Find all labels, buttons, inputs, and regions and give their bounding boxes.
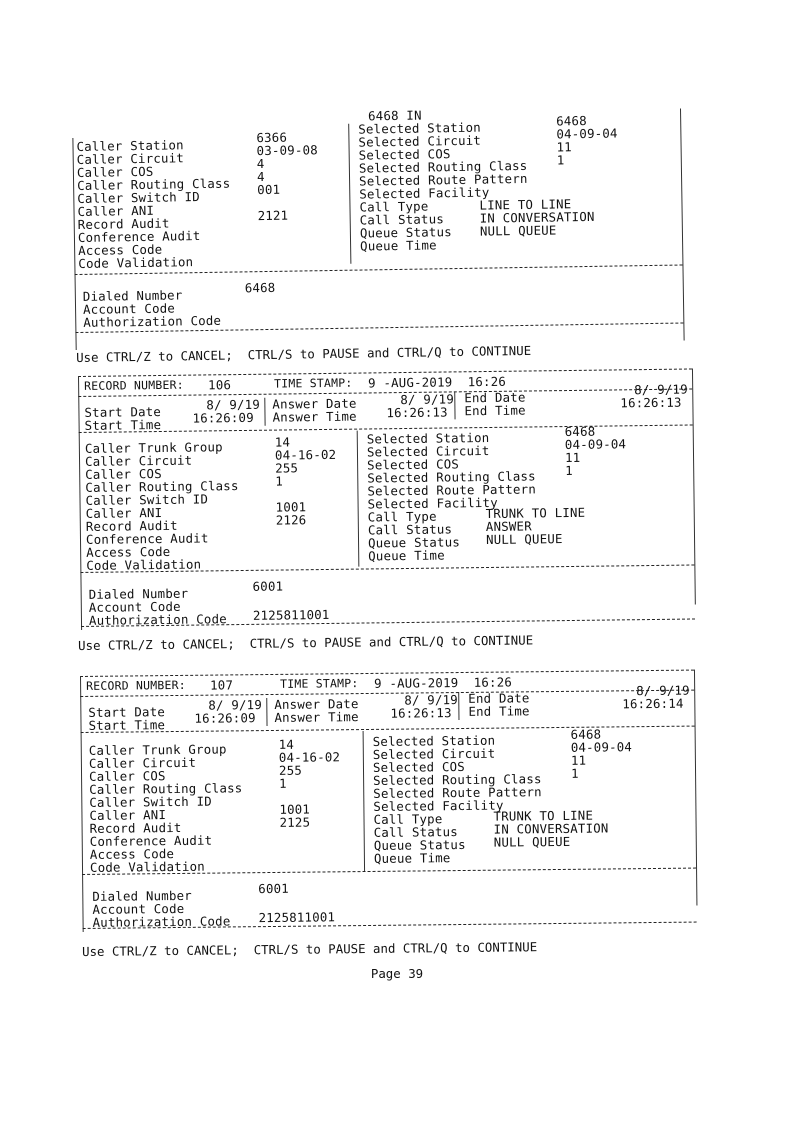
- label-selected-routing-class: Selected Routing Class: [373, 771, 542, 788]
- value-record-number: 107: [210, 677, 234, 693]
- label-end-time: End Time: [468, 703, 530, 719]
- value-end-date: 8/ 9/19: [636, 682, 690, 699]
- label-queue-status: Queue Status: [359, 224, 452, 241]
- label-selected-station: Selected Station: [366, 429, 490, 447]
- label-time-stamp: TIME STAMP:: [280, 676, 359, 691]
- label-call-status: Call Status: [373, 824, 458, 840]
- value-start-date: 8/ 9/19: [208, 697, 263, 713]
- value-selected-routing-class: 1: [570, 765, 579, 781]
- value-call-type: TRUNK TO LINE: [493, 807, 594, 824]
- column-divider: [454, 391, 455, 419]
- label-caller-circuit: Caller Circuit: [88, 754, 197, 771]
- label-record-audit: Record Audit: [85, 517, 178, 534]
- value-record-audit: 2121: [257, 207, 289, 224]
- frame-right-edge: [694, 670, 697, 906]
- label-conference-audit: Conference Audit: [77, 228, 201, 245]
- label-selected-routing-class: Selected Routing Class: [358, 157, 528, 176]
- label-account-code: Account Code: [92, 900, 185, 917]
- value-call-status: ANSWER: [485, 518, 532, 535]
- partial-call-record: [76, 104, 690, 354]
- value-caller-cos: 4: [256, 156, 265, 172]
- value-caller-switch-id: 001: [257, 181, 281, 198]
- label-caller-cos: Caller COS: [76, 163, 154, 180]
- label-selected-facility: Selected Facility: [367, 494, 498, 512]
- label-authorization-code: Authorization Code: [92, 913, 231, 930]
- label-account-code: Account Code: [88, 598, 181, 615]
- value-selected-circuit: 04-09-04: [570, 739, 633, 755]
- label-caller-routing-class: Caller Routing Class: [77, 175, 231, 193]
- frame-left-edge: [80, 676, 84, 932]
- label-code-validation: Code Validation: [86, 556, 202, 573]
- label-call-type: Call Type: [359, 198, 429, 215]
- value-caller-circuit: 03-09-08: [256, 142, 318, 159]
- value-record-audit: 2126: [275, 512, 307, 528]
- value-start-date: 8/ 9/19: [206, 396, 261, 413]
- label-selected-cos: Selected COS: [372, 758, 465, 775]
- value-time-stamp: 9 -AUG-2019 16:26: [368, 373, 507, 391]
- value-selected-cos: 11: [556, 139, 573, 155]
- label-selected-route-pattern: Selected Route Pattern: [367, 481, 537, 499]
- value-selected-station: 6468: [556, 112, 587, 129]
- label-caller-ani: Caller ANI: [85, 504, 163, 521]
- label-access-code: Access Code: [78, 241, 163, 258]
- value-caller-circuit: 04-16-02: [278, 749, 341, 765]
- value-selected-station: 6468: [564, 423, 596, 440]
- value-answer-time: 16:26:13: [390, 705, 452, 721]
- column-divider: [266, 698, 267, 726]
- label-answer-time: Answer Time: [274, 709, 359, 725]
- value-authorization-code: 2125811001: [258, 909, 336, 926]
- label-end-date: End Date: [468, 690, 530, 706]
- value-caller-ani: 1001: [279, 801, 311, 817]
- label-dialed-number: Dialed Number: [88, 585, 189, 602]
- frame-right-edge: [692, 368, 696, 604]
- value-answer-time: 16:26:13: [386, 404, 448, 421]
- label-answer-date: Answer Date: [272, 395, 357, 412]
- label-record-audit: Record Audit: [77, 215, 170, 232]
- value-caller-cos: 255: [275, 460, 299, 476]
- column-divider: [357, 431, 360, 567]
- label-caller-circuit: Caller Circuit: [84, 452, 193, 469]
- label-start-time: Start Time: [84, 416, 162, 433]
- label-caller-station: Caller Station: [76, 137, 184, 154]
- column-divider: [264, 398, 265, 426]
- value-caller-station: 6366: [256, 129, 288, 146]
- value-caller-routing-class: 1: [279, 775, 287, 791]
- value-caller-routing-class: 4: [256, 169, 265, 185]
- value-dialed-number: 6001: [258, 880, 289, 897]
- label-selected-cos: Selected COS: [358, 146, 451, 163]
- column-divider: [363, 731, 365, 871]
- value-time-stamp: 9 -AUG-2019 16:26: [374, 674, 513, 691]
- value-record-audit: 2125: [279, 814, 311, 830]
- control-instructions: Use CTRL/Z to CANCEL; CTRL/S to PAUSE and CTRL/Q to CONTINUE: [78, 632, 534, 653]
- value-call-status: IN CONVERSATION: [493, 820, 609, 837]
- label-code-validation: Code Validation: [78, 254, 194, 271]
- label-dialed-number: Dialed Number: [92, 887, 192, 904]
- value-dialed-number: 6001: [252, 578, 284, 594]
- page-number: Page 39: [370, 966, 424, 981]
- label-call-status: Call Status: [359, 211, 445, 228]
- label-conference-audit: Conference Audit: [89, 832, 213, 849]
- label-caller-cos: Caller COS: [88, 768, 166, 784]
- label-caller-circuit: Caller Circuit: [76, 150, 185, 167]
- label-code-validation: Code Validation: [89, 858, 205, 875]
- label-record-number: RECORD NUMBER:: [86, 677, 186, 693]
- label-caller-switch-id: Caller Switch ID: [85, 491, 209, 508]
- value-end-time: 16:26:14: [622, 695, 684, 712]
- label-queue-time: Queue Time: [373, 850, 451, 866]
- value-selected-cos: 11: [564, 449, 581, 466]
- value-end-time: 16:26:13: [620, 394, 682, 411]
- call-record-107: [80, 670, 699, 932]
- label-account-code: Account Code: [82, 300, 176, 317]
- label-access-code: Access Code: [89, 846, 175, 862]
- label-end-date: End Date: [464, 389, 526, 406]
- value-queue-status: NULL QUEUE: [493, 833, 571, 850]
- value-selected-routing-class: 1: [565, 462, 573, 479]
- value-selected-station: 6468: [570, 726, 602, 742]
- value-caller-trunk-group: 14: [278, 736, 295, 752]
- label-start-date: Start Date: [84, 403, 162, 420]
- label-queue-time: Queue Time: [359, 237, 437, 254]
- value-selected-circuit: 04-09-04: [564, 436, 627, 453]
- value-caller-trunk-group: 14: [274, 434, 291, 450]
- label-selected-facility: Selected Facility: [373, 797, 504, 814]
- label-call-type: Call Type: [367, 508, 437, 525]
- label-selected-circuit: Selected Circuit: [366, 442, 490, 460]
- label-caller-cos: Caller COS: [85, 465, 162, 482]
- value-call-type: LINE TO LINE: [479, 196, 572, 213]
- value-call-type: TRUNK TO LINE: [485, 504, 586, 522]
- label-answer-time: Answer Time: [272, 408, 357, 425]
- label-caller-routing-class: Caller Routing Class: [89, 780, 243, 797]
- label-caller-routing-class: Caller Routing Class: [85, 478, 239, 495]
- value-call-status: IN CONVERSATION: [479, 208, 595, 226]
- value-caller-routing-class: 1: [275, 473, 284, 489]
- value-queue-status: NULL QUEUE: [479, 222, 557, 239]
- value-caller-ani: 1001: [275, 499, 307, 515]
- label-selected-cos: Selected COS: [367, 456, 460, 473]
- label-authorization-code: Authorization Code: [83, 312, 222, 330]
- label-start-date: Start Date: [88, 704, 166, 720]
- label-call-type: Call Type: [373, 811, 443, 827]
- label-record-number: RECORD NUMBER:: [84, 377, 184, 393]
- control-instructions: Use CTRL/Z to CANCEL; CTRL/S to PAUSE and CTRL/Q to CONTINUE: [76, 342, 532, 365]
- separator-line: [81, 726, 695, 733]
- label-answer-date: Answer Date: [274, 696, 359, 712]
- value-answer-date: 8/ 9/19: [404, 692, 458, 708]
- control-instructions: Use CTRL/Z to CANCEL; CTRL/S to PAUSE and CTRL/Q to CONTINUE: [82, 939, 538, 959]
- label-selected-circuit: Selected Circuit: [372, 745, 496, 762]
- partial-top-line: 6468 IN: [367, 107, 422, 124]
- label-selected-route-pattern: Selected Route Pattern: [358, 170, 528, 189]
- value-start-time: 16:26:09: [194, 710, 256, 726]
- column-divider: [458, 692, 459, 720]
- label-end-time: End Time: [464, 402, 526, 419]
- label-start-time: Start Time: [88, 717, 166, 733]
- label-selected-route-pattern: Selected Route Pattern: [373, 784, 542, 801]
- label-caller-ani: Caller ANI: [77, 202, 155, 219]
- label-caller-trunk-group: Caller Trunk Group: [84, 439, 223, 456]
- label-caller-switch-id: Caller Switch ID: [89, 793, 212, 810]
- value-end-date: 8/ 9/19: [634, 381, 688, 398]
- value-record-number: 106: [208, 377, 232, 393]
- frame-right-edge: [680, 108, 685, 340]
- value-authorization-code: 2125811001: [252, 606, 330, 623]
- label-selected-routing-class: Selected Routing Class: [367, 468, 536, 486]
- label-selected-facility: Selected Facility: [359, 184, 490, 202]
- value-selected-routing-class: 1: [556, 152, 565, 168]
- frame-left-edge: [78, 376, 82, 630]
- label-queue-status: Queue Status: [373, 836, 466, 853]
- value-queue-status: NULL QUEUE: [485, 531, 563, 548]
- value-selected-circuit: 04-09-04: [556, 125, 618, 142]
- label-call-status: Call Status: [367, 521, 453, 538]
- value-answer-date: 8/ 9/19: [400, 391, 455, 408]
- column-divider: [348, 124, 351, 264]
- label-selected-station: Selected Station: [358, 119, 481, 137]
- label-dialed-number: Dialed Number: [82, 287, 183, 304]
- label-authorization-code: Authorization Code: [88, 611, 227, 628]
- label-caller-trunk-group: Caller Trunk Group: [88, 741, 227, 758]
- value-selected-cos: 11: [570, 752, 587, 768]
- value-caller-cos: 255: [278, 762, 303, 778]
- label-conference-audit: Conference Audit: [85, 530, 209, 547]
- value-dialed-number: 6468: [244, 279, 276, 296]
- call-record-106: [78, 368, 697, 630]
- label-caller-ani: Caller ANI: [89, 807, 167, 823]
- label-queue-status: Queue Status: [367, 534, 461, 551]
- label-access-code: Access Code: [86, 543, 171, 560]
- value-caller-circuit: 04-16-02: [274, 446, 337, 463]
- label-time-stamp: TIME STAMP:: [274, 375, 353, 391]
- label-selected-circuit: Selected Circuit: [358, 132, 482, 150]
- label-selected-station: Selected Station: [372, 732, 496, 749]
- label-record-audit: Record Audit: [89, 819, 182, 836]
- label-queue-time: Queue Time: [368, 547, 445, 564]
- value-start-time: 16:26:09: [192, 409, 254, 426]
- label-caller-switch-id: Caller Switch ID: [77, 189, 200, 206]
